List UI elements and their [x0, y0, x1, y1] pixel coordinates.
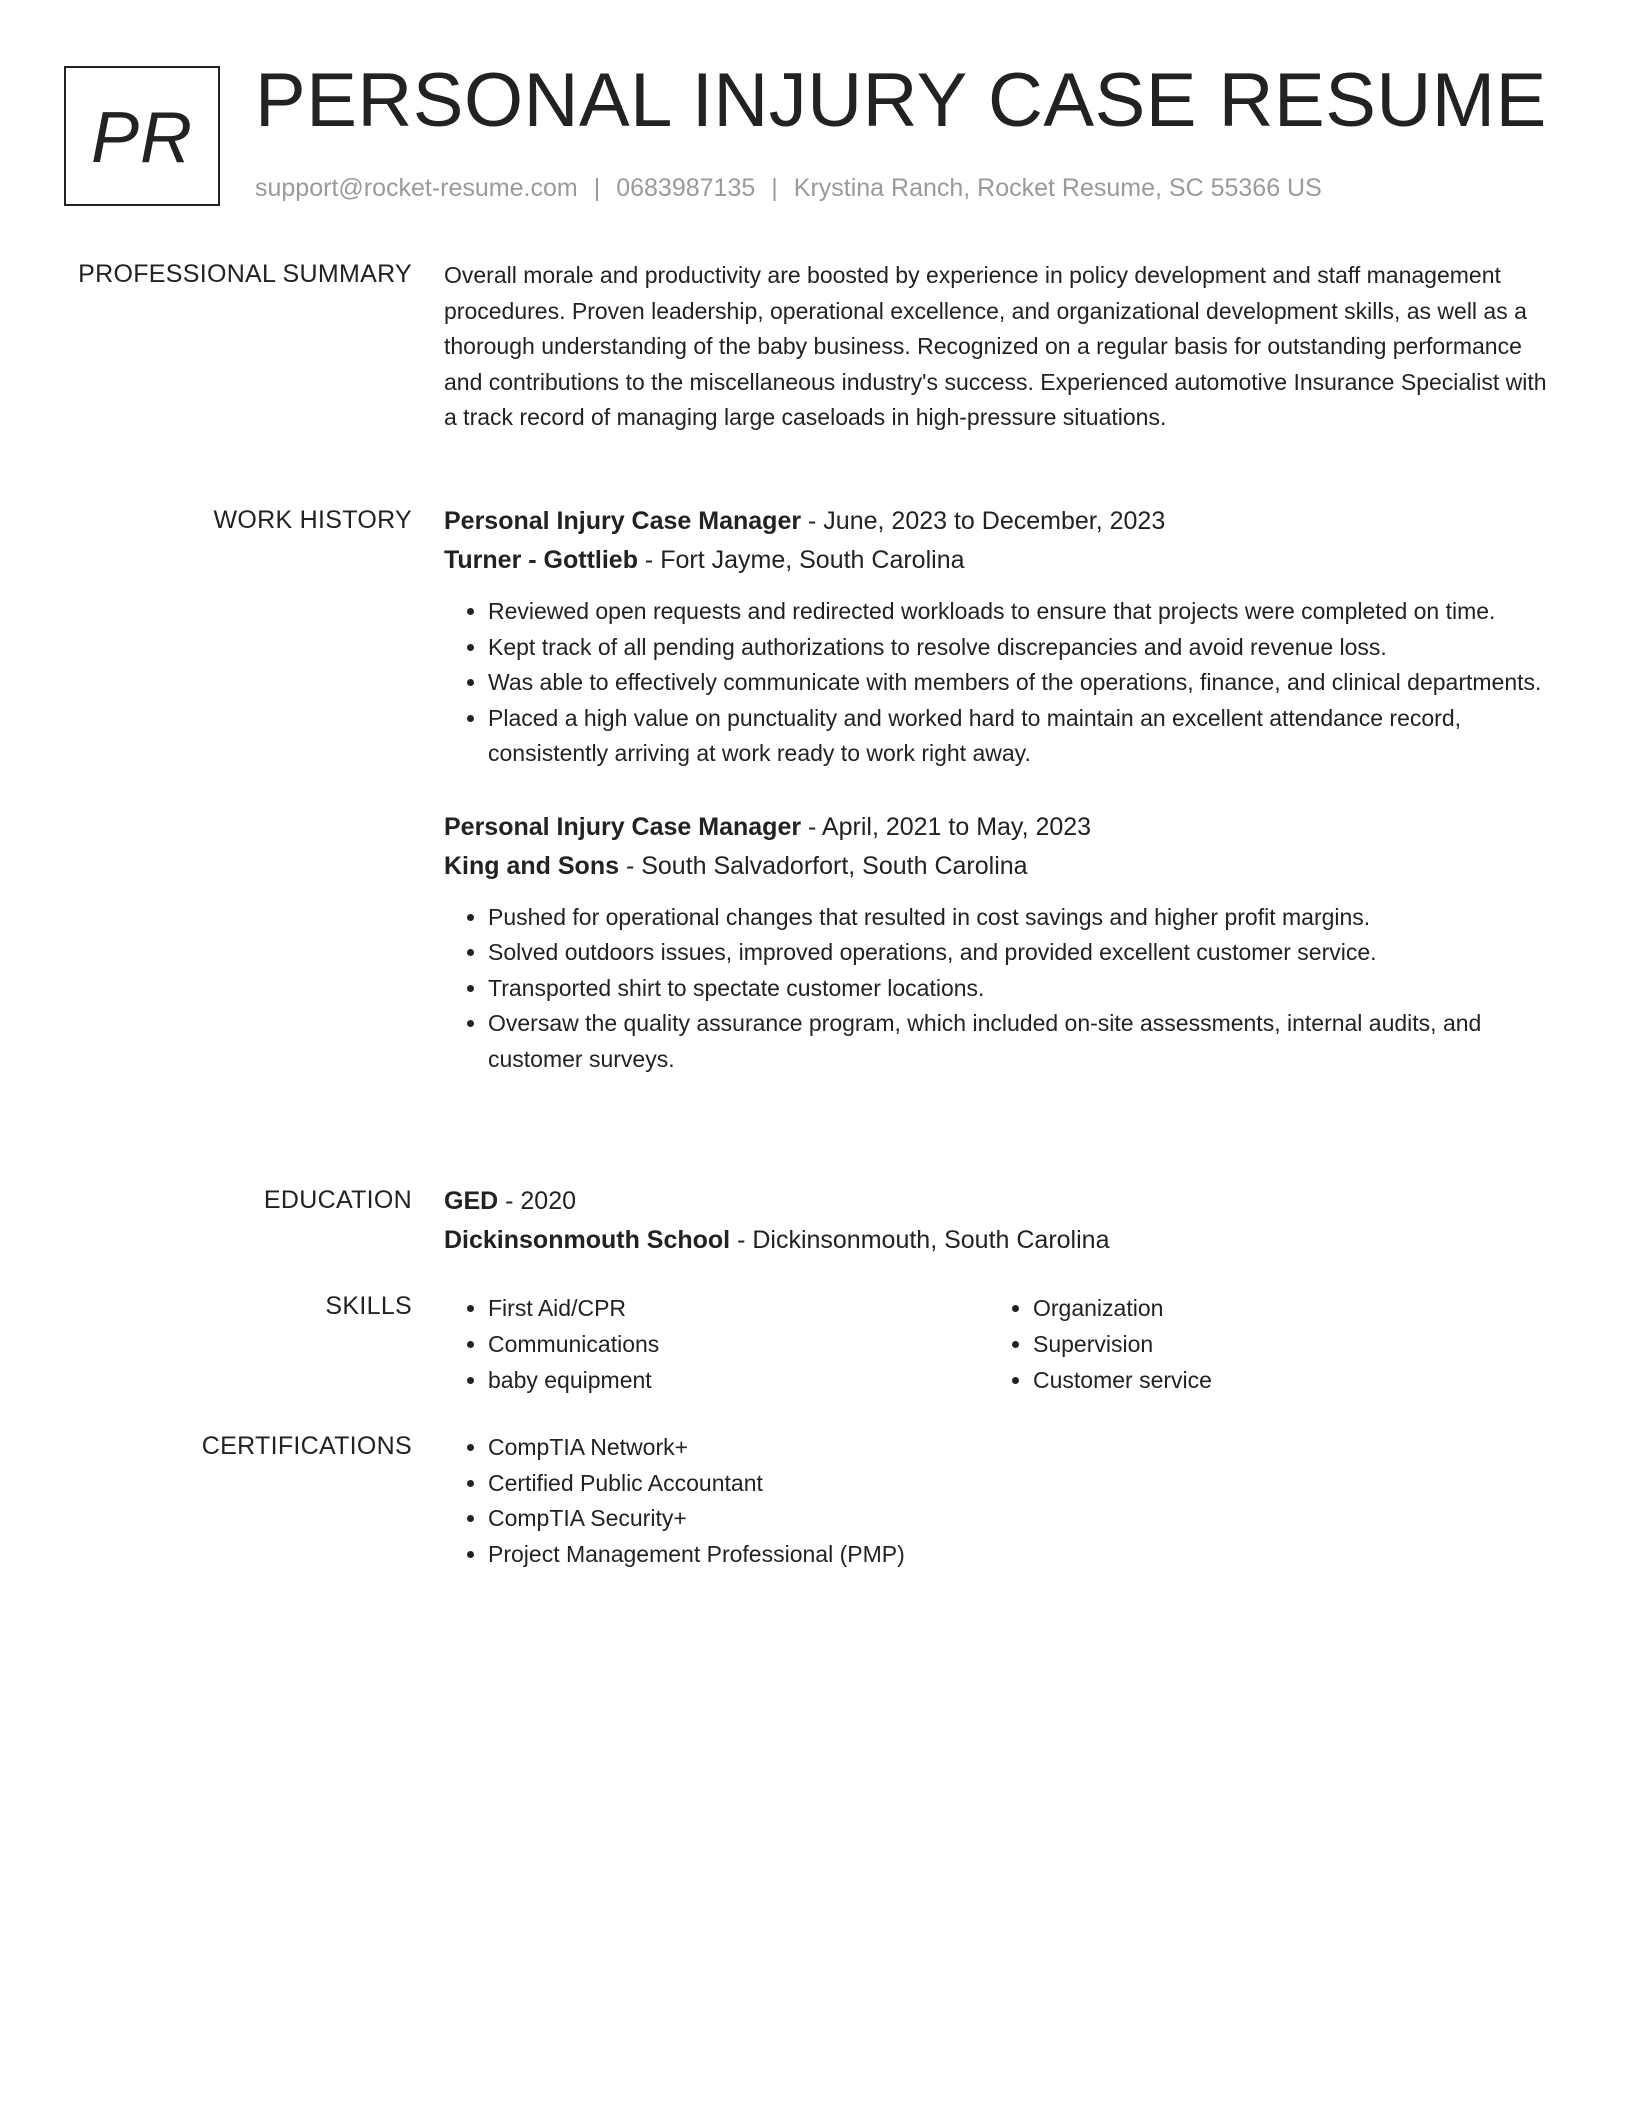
education-degree-line: [444, 1182, 1554, 1221]
job-bullet: • Pushed for operational changes that resulted in cost savings and higher profit margins.: [488, 900, 1554, 936]
job-dates: - June, 2023 to December, 2023: [801, 507, 1166, 535]
resume-header: [0, 0, 1632, 230]
contact-address: Krystina Ranch, Rocket Resume, SC 55366 US: [793, 174, 1322, 202]
job-bullet: • Reviewed open requests and redirected workloads to ensure that projects were completed on time.: [488, 594, 1554, 630]
summary-text: Overall morale and productivity are boosted by experience in policy development and staff management procedures. Proven leadership, operational excellence, and organizational development skills, as well as a thorough understanding of the baby business. Recognized on a regular basis for outstanding performance and contributions to the miscellaneous industry's success. Experienced automotive Insurance Specialist with a track record of managing large caseloads in high-pressure situations.: [444, 262, 1547, 430]
job-title: Personal Injury Case Manager: [444, 507, 802, 535]
job-bullets: [444, 900, 1554, 1078]
certification-item: • Certified Public Accountant: [488, 1466, 1554, 1502]
contact-email: support@rocket-resume.com: [255, 174, 578, 202]
section-label-skills: SKILLS: [325, 1292, 412, 1320]
job-company: Turner - Gottlieb: [444, 546, 638, 574]
education-location: - Dickinsonmouth, South Carolina: [730, 1226, 1110, 1254]
job-dates: - April, 2021 to May, 2023: [801, 812, 1092, 841]
job-location: - Fort Jayme, South Carolina: [637, 546, 965, 574]
skill-item: • First Aid/CPR: [488, 1290, 989, 1326]
education-year: - 2020: [498, 1187, 577, 1215]
section-label-summary: PROFESSIONAL SUMMARY: [78, 260, 412, 288]
contact-phone: 0683987135: [616, 174, 756, 202]
job-bullet: • Was able to effectively communicate with members of the operations, finance, and clinical departments.: [488, 665, 1554, 701]
job-title-line: [444, 808, 1554, 847]
section-label-certifications: CERTIFICATIONS: [201, 1432, 412, 1460]
skill-item: • Customer service: [1033, 1362, 1534, 1398]
job-bullet: • Transported shirt to spectate customer locations.: [488, 971, 1554, 1007]
monogram-box: [64, 66, 220, 206]
job-company-line: [444, 847, 1554, 886]
skills-column-left: [444, 1290, 989, 1398]
skills-column-right: [989, 1290, 1534, 1398]
section-label-education: EDUCATION: [263, 1186, 412, 1214]
skill-item: • baby equipment: [488, 1362, 989, 1398]
section-label-work-history: WORK HISTORY: [213, 506, 412, 534]
skill-item: • Communications: [488, 1326, 989, 1362]
certifications-list: [444, 1430, 1554, 1572]
job-company: King and Sons: [444, 851, 619, 880]
job-title: Personal Injury Case Manager: [444, 812, 802, 841]
job-bullet: • Kept track of all pending authorizations to resolve discrepancies and avoid revenue loss.: [488, 630, 1554, 666]
education-degree: GED: [444, 1187, 499, 1215]
skills-grid: [444, 1290, 1554, 1398]
education-school-line: [444, 1221, 1554, 1260]
education-school: Dickinsonmouth School: [444, 1226, 731, 1254]
certification-item: • CompTIA Network+: [488, 1430, 1554, 1466]
skill-item: • Supervision: [1033, 1326, 1534, 1362]
resume-title: PERSONAL INJURY CASE RESUME: [255, 58, 1547, 143]
job-bullet: • Placed a high value on punctuality and worked hard to maintain an excellent attendance record, consistently arriving at work ready to work right away.: [488, 701, 1554, 772]
job-entry: [444, 502, 1554, 772]
contact-separator: |: [593, 174, 601, 202]
job-bullet: • Oversaw the quality assurance program, which included on-site assessments, internal audits, and customer surveys.: [488, 1006, 1554, 1077]
monogram-initials: PR: [90, 98, 194, 178]
job-title-line: [444, 502, 1554, 541]
contact-separator: |: [771, 174, 778, 202]
contact-line: [255, 174, 1322, 203]
skill-item: • Organization: [1033, 1290, 1534, 1326]
job-bullet: • Solved outdoors issues, improved operations, and provided excellent customer service.: [488, 935, 1554, 971]
certification-item: • Project Management Professional (PMP): [488, 1537, 1554, 1573]
job-entry: [444, 808, 1554, 1078]
job-company-line: [444, 541, 1554, 580]
job-bullets: [444, 594, 1554, 772]
job-location: - South Salvadorfort, South Carolina: [619, 851, 1028, 880]
certification-item: • CompTIA Security+: [488, 1501, 1554, 1537]
